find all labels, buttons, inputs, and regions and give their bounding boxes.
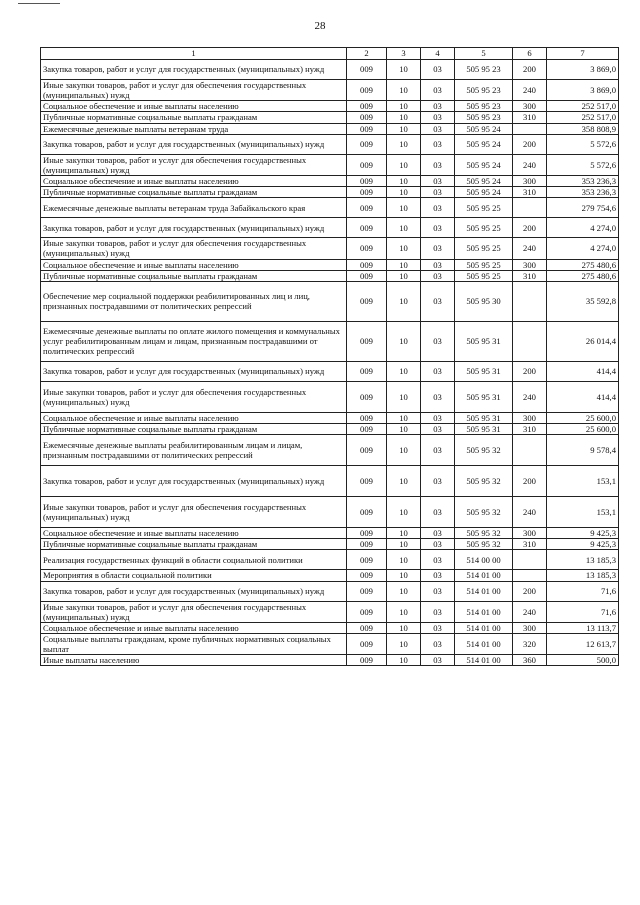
table-row [41, 198, 619, 218]
table-row [41, 154, 619, 175]
expense-type-code: 200 [513, 134, 547, 154]
subsection-code: 03 [421, 112, 455, 123]
table-row [41, 101, 619, 112]
table-row [41, 497, 619, 528]
ministry-code: 009 [347, 466, 387, 497]
row-name: Социальное обеспечение и иные выплаты населению [41, 259, 347, 270]
ministry-code: 009 [347, 528, 387, 539]
table-body [41, 60, 619, 666]
header-cell: 2 [347, 48, 387, 60]
expense-type-code: 310 [513, 423, 547, 434]
section-code: 10 [387, 154, 421, 175]
target-article-code: 514 00 00 [455, 550, 513, 570]
target-article-code: 514 01 00 [455, 633, 513, 654]
row-name: Публичные нормативные социальные выплаты гражданам [41, 112, 347, 123]
ministry-code: 009 [347, 187, 387, 198]
table-row [41, 528, 619, 539]
row-name: Иные закупки товаров, работ и услуг для обеспечения государственных (муниципальных) нужд [41, 80, 347, 101]
header-row [41, 48, 619, 60]
table-row [41, 238, 619, 259]
target-article-code: 505 95 32 [455, 435, 513, 466]
expense-type-code: 300 [513, 528, 547, 539]
target-article-code: 505 95 32 [455, 497, 513, 528]
amount: 3 869,0 [547, 60, 619, 80]
table-row [41, 80, 619, 101]
target-article-code: 514 01 00 [455, 570, 513, 581]
section-code: 10 [387, 60, 421, 80]
expense-type-code: 240 [513, 381, 547, 412]
subsection-code: 03 [421, 101, 455, 112]
amount: 25 600,0 [547, 423, 619, 434]
section-code: 10 [387, 80, 421, 101]
expense-type-code: 240 [513, 80, 547, 101]
header-cell: 1 [41, 48, 347, 60]
ministry-code: 009 [347, 198, 387, 218]
table-row [41, 550, 619, 570]
target-article-code: 514 01 00 [455, 622, 513, 633]
expense-type-code: 300 [513, 412, 547, 423]
subsection-code: 03 [421, 60, 455, 80]
amount: 275 480,6 [547, 270, 619, 281]
subsection-code: 03 [421, 80, 455, 101]
section-code: 10 [387, 218, 421, 238]
target-article-code: 505 95 25 [455, 270, 513, 281]
table-row [41, 134, 619, 154]
row-name: Ежемесячные денежные выплаты по оплате жилого помещения и коммунальных услуг реабилитированным лицам и лицам, признанным пострадавшими от политических репрессий [41, 321, 347, 361]
ministry-code: 009 [347, 175, 387, 186]
subsection-code: 03 [421, 633, 455, 654]
section-code: 10 [387, 423, 421, 434]
ministry-code: 009 [347, 570, 387, 581]
subsection-code: 03 [421, 466, 455, 497]
table-row [41, 259, 619, 270]
ministry-code: 009 [347, 550, 387, 570]
amount: 9 425,3 [547, 528, 619, 539]
amount: 275 480,6 [547, 259, 619, 270]
header-cell: 6 [513, 48, 547, 60]
header-cell: 4 [421, 48, 455, 60]
ministry-code: 009 [347, 134, 387, 154]
table-row [41, 270, 619, 281]
row-name: Иные закупки товаров, работ и услуг для обеспечения государственных (муниципальных) нужд [41, 497, 347, 528]
subsection-code: 03 [421, 198, 455, 218]
row-name: Ежемесячные денежные выплаты реабилитированным лицам и лицам, признанным пострадавшими от политических репрессий [41, 435, 347, 466]
ministry-code: 009 [347, 622, 387, 633]
expense-type-code: 200 [513, 218, 547, 238]
section-code: 10 [387, 550, 421, 570]
target-article-code: 505 95 32 [455, 466, 513, 497]
table-row [41, 622, 619, 633]
ministry-code: 009 [347, 60, 387, 80]
expense-type-code: 240 [513, 601, 547, 622]
ministry-code: 009 [347, 497, 387, 528]
ministry-code: 009 [347, 238, 387, 259]
expense-type-code: 360 [513, 655, 547, 666]
ministry-code: 009 [347, 539, 387, 550]
section-code: 10 [387, 259, 421, 270]
table-row [41, 435, 619, 466]
table-row [41, 218, 619, 238]
ministry-code: 009 [347, 655, 387, 666]
subsection-code: 03 [421, 218, 455, 238]
amount: 4 274,0 [547, 238, 619, 259]
expense-type-code: 320 [513, 633, 547, 654]
ministry-code: 009 [347, 80, 387, 101]
header-cell: 3 [387, 48, 421, 60]
expense-type-code [513, 435, 547, 466]
amount: 414,4 [547, 381, 619, 412]
section-code: 10 [387, 381, 421, 412]
amount: 26 014,4 [547, 321, 619, 361]
amount: 5 572,6 [547, 154, 619, 175]
expense-type-code: 300 [513, 175, 547, 186]
subsection-code: 03 [421, 281, 455, 321]
table-row [41, 633, 619, 654]
expense-type-code: 310 [513, 539, 547, 550]
table-row [41, 175, 619, 186]
subsection-code: 03 [421, 321, 455, 361]
table-row [41, 112, 619, 123]
subsection-code: 03 [421, 134, 455, 154]
target-article-code: 505 95 31 [455, 321, 513, 361]
ministry-code: 009 [347, 423, 387, 434]
expense-type-code: 240 [513, 497, 547, 528]
row-name: Закупка товаров, работ и услуг для государственных (муниципальных) нужд [41, 218, 347, 238]
section-code: 10 [387, 281, 421, 321]
target-article-code: 505 95 32 [455, 528, 513, 539]
target-article-code: 505 95 23 [455, 60, 513, 80]
section-code: 10 [387, 539, 421, 550]
section-code: 10 [387, 321, 421, 361]
target-article-code: 505 95 31 [455, 381, 513, 412]
amount: 13 113,7 [547, 622, 619, 633]
subsection-code: 03 [421, 601, 455, 622]
table-row [41, 60, 619, 80]
subsection-code: 03 [421, 622, 455, 633]
expense-type-code: 300 [513, 259, 547, 270]
target-article-code: 505 95 24 [455, 123, 513, 134]
amount: 353 236,3 [547, 187, 619, 198]
expense-type-code [513, 321, 547, 361]
expense-type-code: 310 [513, 270, 547, 281]
row-name: Социальное обеспечение и иные выплаты населению [41, 622, 347, 633]
amount: 4 274,0 [547, 218, 619, 238]
row-name: Закупка товаров, работ и услуг для государственных (муниципальных) нужд [41, 466, 347, 497]
amount: 13 185,3 [547, 550, 619, 570]
table-row [41, 655, 619, 666]
table-row [41, 281, 619, 321]
section-code: 10 [387, 528, 421, 539]
target-article-code: 505 95 23 [455, 112, 513, 123]
target-article-code: 505 95 25 [455, 218, 513, 238]
amount: 13 185,3 [547, 570, 619, 581]
section-code: 10 [387, 622, 421, 633]
subsection-code: 03 [421, 175, 455, 186]
target-article-code: 505 95 32 [455, 539, 513, 550]
expense-type-code: 200 [513, 581, 547, 601]
row-name: Обеспечение мер социальной поддержки реабилитированных лиц и лиц, признанных пострадавшими от политических репрессий [41, 281, 347, 321]
subsection-code: 03 [421, 187, 455, 198]
subsection-code: 03 [421, 497, 455, 528]
row-name: Иные закупки товаров, работ и услуг для обеспечения государственных (муниципальных) нужд [41, 238, 347, 259]
table-row [41, 423, 619, 434]
page-number: 28 [314, 20, 326, 32]
amount: 279 754,6 [547, 198, 619, 218]
table-row [41, 570, 619, 581]
section-code: 10 [387, 466, 421, 497]
row-name: Социальное обеспечение и иные выплаты населению [41, 412, 347, 423]
expense-type-code: 240 [513, 238, 547, 259]
section-code: 10 [387, 633, 421, 654]
section-code: 10 [387, 581, 421, 601]
expense-type-code [513, 550, 547, 570]
expense-type-code: 240 [513, 154, 547, 175]
ministry-code: 009 [347, 123, 387, 134]
subsection-code: 03 [421, 259, 455, 270]
amount: 414,4 [547, 361, 619, 381]
section-code: 10 [387, 112, 421, 123]
section-code: 10 [387, 412, 421, 423]
expense-type-code [513, 570, 547, 581]
row-name: Публичные нормативные социальные выплаты гражданам [41, 270, 347, 281]
section-code: 10 [387, 101, 421, 112]
amount: 353 236,3 [547, 175, 619, 186]
amount: 71,6 [547, 601, 619, 622]
target-article-code: 505 95 25 [455, 198, 513, 218]
row-name: Реализация государственных функций в области социальной политики [41, 550, 347, 570]
section-code: 10 [387, 198, 421, 218]
target-article-code: 505 95 31 [455, 412, 513, 423]
subsection-code: 03 [421, 412, 455, 423]
subsection-code: 03 [421, 361, 455, 381]
table-row [41, 412, 619, 423]
expense-type-code: 200 [513, 466, 547, 497]
row-name: Социальное обеспечение и иные выплаты населению [41, 175, 347, 186]
table-row [41, 123, 619, 134]
row-name: Закупка товаров, работ и услуг для государственных (муниципальных) нужд [41, 134, 347, 154]
expense-type-code: 310 [513, 187, 547, 198]
row-name: Закупка товаров, работ и услуг для государственных (муниципальных) нужд [41, 60, 347, 80]
ministry-code: 009 [347, 281, 387, 321]
expense-type-code [513, 123, 547, 134]
amount: 153,1 [547, 497, 619, 528]
header-cell: 7 [547, 48, 619, 60]
table-row [41, 466, 619, 497]
expense-type-code [513, 281, 547, 321]
amount: 3 869,0 [547, 80, 619, 101]
row-name: Социальное обеспечение и иные выплаты населению [41, 101, 347, 112]
target-article-code: 505 95 24 [455, 134, 513, 154]
subsection-code: 03 [421, 528, 455, 539]
target-article-code: 505 95 31 [455, 423, 513, 434]
section-code: 10 [387, 497, 421, 528]
ministry-code: 009 [347, 633, 387, 654]
target-article-code: 505 95 23 [455, 101, 513, 112]
amount: 153,1 [547, 466, 619, 497]
target-article-code: 514 01 00 [455, 655, 513, 666]
section-code: 10 [387, 187, 421, 198]
amount: 252 517,0 [547, 101, 619, 112]
row-name: Иные закупки товаров, работ и услуг для обеспечения государственных (муниципальных) нужд [41, 154, 347, 175]
amount: 252 517,0 [547, 112, 619, 123]
target-article-code: 505 95 24 [455, 175, 513, 186]
section-code: 10 [387, 270, 421, 281]
subsection-code: 03 [421, 581, 455, 601]
subsection-code: 03 [421, 238, 455, 259]
header-cell: 5 [455, 48, 513, 60]
subsection-code: 03 [421, 423, 455, 434]
expense-type-code [513, 198, 547, 218]
section-code: 10 [387, 435, 421, 466]
row-name: Иные закупки товаров, работ и услуг для обеспечения государственных (муниципальных) нужд [41, 601, 347, 622]
ministry-code: 009 [347, 412, 387, 423]
section-code: 10 [387, 601, 421, 622]
expense-type-code: 200 [513, 361, 547, 381]
row-name: Публичные нормативные социальные выплаты гражданам [41, 423, 347, 434]
table-row [41, 601, 619, 622]
expense-type-code: 300 [513, 622, 547, 633]
target-article-code: 514 01 00 [455, 601, 513, 622]
amount: 9 578,4 [547, 435, 619, 466]
amount: 500,0 [547, 655, 619, 666]
expense-type-code: 310 [513, 112, 547, 123]
table-row [41, 539, 619, 550]
section-code: 10 [387, 361, 421, 381]
section-code: 10 [387, 134, 421, 154]
row-name: Ежемесячные денежные выплаты ветеранам труда [41, 123, 347, 134]
subsection-code: 03 [421, 381, 455, 412]
amount: 9 425,3 [547, 539, 619, 550]
ministry-code: 009 [347, 259, 387, 270]
row-name: Закупка товаров, работ и услуг для государственных (муниципальных) нужд [41, 581, 347, 601]
table-row [41, 187, 619, 198]
ministry-code: 009 [347, 101, 387, 112]
subsection-code: 03 [421, 550, 455, 570]
ministry-code: 009 [347, 112, 387, 123]
ministry-code: 009 [347, 270, 387, 281]
section-code: 10 [387, 655, 421, 666]
target-article-code: 505 95 25 [455, 259, 513, 270]
target-article-code: 514 01 00 [455, 581, 513, 601]
table-row [41, 361, 619, 381]
table-row [41, 321, 619, 361]
target-article-code: 505 95 24 [455, 187, 513, 198]
budget-table [40, 47, 619, 666]
subsection-code: 03 [421, 570, 455, 581]
expense-type-code: 300 [513, 101, 547, 112]
target-article-code: 505 95 31 [455, 361, 513, 381]
table-row [41, 381, 619, 412]
row-name: Ежемесячные денежные выплаты ветеранам труда Забайкальского края [41, 198, 347, 218]
row-name: Социальное обеспечение и иные выплаты населению [41, 528, 347, 539]
subsection-code: 03 [421, 154, 455, 175]
row-name: Закупка товаров, работ и услуг для государственных (муниципальных) нужд [41, 361, 347, 381]
amount: 35 592,8 [547, 281, 619, 321]
amount: 358 808,9 [547, 123, 619, 134]
ministry-code: 009 [347, 361, 387, 381]
row-name: Социальные выплаты гражданам, кроме публичных нормативных социальных выплат [41, 633, 347, 654]
row-name: Публичные нормативные социальные выплаты гражданам [41, 539, 347, 550]
target-article-code: 505 95 24 [455, 154, 513, 175]
ministry-code: 009 [347, 381, 387, 412]
section-code: 10 [387, 238, 421, 259]
subsection-code: 03 [421, 270, 455, 281]
row-name: Мероприятия в области социальной политики [41, 570, 347, 581]
target-article-code: 505 95 30 [455, 281, 513, 321]
subsection-code: 03 [421, 655, 455, 666]
row-name: Иные выплаты населению [41, 655, 347, 666]
ministry-code: 009 [347, 581, 387, 601]
ministry-code: 009 [347, 321, 387, 361]
subsection-code: 03 [421, 539, 455, 550]
amount: 5 572,6 [547, 134, 619, 154]
amount: 25 600,0 [547, 412, 619, 423]
ministry-code: 009 [347, 435, 387, 466]
section-code: 10 [387, 175, 421, 186]
row-name: Иные закупки товаров, работ и услуг для обеспечения государственных (муниципальных) нужд [41, 381, 347, 412]
ministry-code: 009 [347, 601, 387, 622]
section-code: 10 [387, 123, 421, 134]
target-article-code: 505 95 23 [455, 80, 513, 101]
amount: 12 613,7 [547, 633, 619, 654]
subsection-code: 03 [421, 123, 455, 134]
subsection-code: 03 [421, 435, 455, 466]
table-row [41, 581, 619, 601]
corner-mark [18, 3, 60, 4]
ministry-code: 009 [347, 154, 387, 175]
amount: 71,6 [547, 581, 619, 601]
target-article-code: 505 95 25 [455, 238, 513, 259]
section-code: 10 [387, 570, 421, 581]
expense-type-code: 200 [513, 60, 547, 80]
row-name: Публичные нормативные социальные выплаты гражданам [41, 187, 347, 198]
ministry-code: 009 [347, 218, 387, 238]
